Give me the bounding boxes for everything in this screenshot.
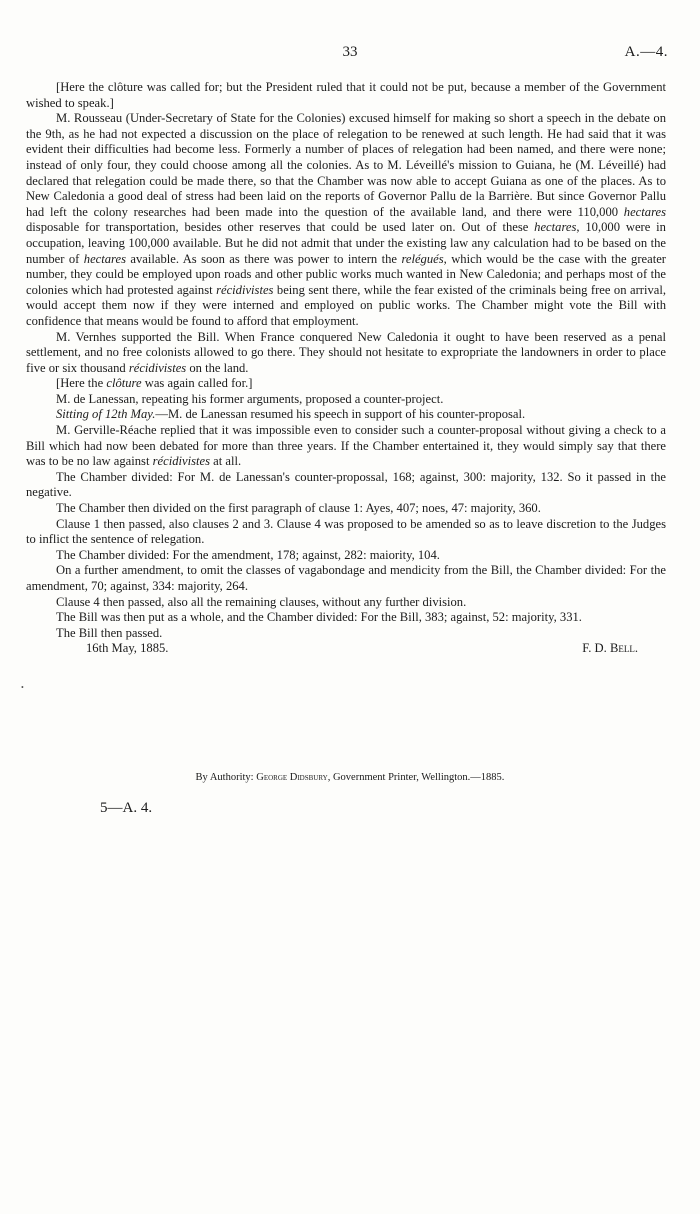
paragraph-clause-4-amendment: Clause 1 then passed, also clauses 2 and 3. Clause 4 was proposed to be amended so as to leave discretion to the Judges to inflict the sentence of relegation. [26,516,666,547]
paragraph-division-amendment: The Chamber divided: For the amendment, 178; against, 282: maiority, 104. [56,547,440,562]
printer-imprint: By Authority: George Didsbury, Government Printer, Wellington.—1885. [195,772,505,783]
paragraph-clause-4-passed: Clause 4 then passed, also all the remaining clauses, without any further division. [56,594,467,609]
paragraph-gerville-reache: M. Gerville-Réache replied that it was impossible even to consider such a counter-proposal without giving a check to a Bill which had now been debated for more than three years. If the Chamber entertained it, they would simply say that there was to be no law against récidivistes at all. [26,423,666,469]
paragraph-cloture-note: [Here the clôture was called for; but the President ruled that it could not be put, because a member of the Government wished to speak.] [26,80,666,110]
signoff-line [26,641,666,657]
paragraph-further-amendment: On a further amendment, to omit the classes of vagabondage and mendicity from the Bill, the Chamber divided: For the amendment, 70; against, 334: majority, 264. [26,563,666,593]
paragraph-vernhes-speech: M. Vernhes supported the Bill. When France conquered New Caledonia it ought to have been reserved as a penal settlement, and no free colonists allowed to go there. They should not hesitate to expropriate the landowners in order to place five or six thousand récidivistes on the land. [26,329,666,375]
signature: F. D. Bell. [582,641,638,656]
paragraph-rousseau-speech: M. Rousseau (Under-Secretary of State for the Colonies) excused himself for making so short a speech in the debate on the 9th, as he had not expected a discussion on the place of relegation to be renewed at such length. He had said that it was evident their difficulties had become less. Formerly a number of places of relegation had been named, and there were none; instead of only four, they could choose among all the colonies. As to M. Léveillé's mission to Guiana, he (M. Léveillé) had declared that relegation could be made there, so that the Chamber was now able to accept Guiana as one of the places. As to New Caledonia a good deal of stress had been laid on the reports of Governor Pallu de la Barrière. But since Governor Pallu had left the colony researches had been made into the question of the available land, and there were 110,000 hectares disposable for transportation, besides other reserves that could be used later on. Out of these hectares, 10,000 were in occupation, leaving 100,000 available. But he did not admit that under the existing law any calculation had to be based on the number of hectares available. As soon as there was power to intern the relégués, which would be the case with the greater number, they could be employed upon roads and other public works much wanted in New Caledonia; and perhaps most of the colonies which had protested against récidivistes being sent there, while the fear existed of the criminals being free on arrival, would accept them now if they were interned and employed on public works. The Chamber might vote the Bill with confidence that means would be found to afford that employment. [26,111,666,328]
document-reference: A.—4. [624,44,668,60]
footer-reference: 5—A. 4. [100,800,153,816]
paragraph-sitting-12th-may: Sitting of 12th May.—M. de Lanessan resumed his speech in support of his counter-proposal. [56,407,526,422]
margin-dot: • [21,683,24,692]
paragraph-division-counter-proposal: The Chamber divided: For M. de Lanessan's counter-propossal, 168; against, 300: majority, 132. So it passed in the negative. [26,469,666,500]
paragraph-lanessan-counter-project: M. de Lanessan, repeating his former arguments, proposed a counter-project. [56,391,444,406]
paragraph-division-clause-1: The Chamber then divided on the first paragraph of clause 1: Ayes, 407; noes, 47: majority, 360. [56,501,541,516]
page-number: 33 [342,44,358,60]
body-text [26,80,666,657]
paragraph-bill-vote: The Bill was then put as a whole, and the Chamber divided: For the Bill, 383; against, 52: majority, 331. [56,610,582,625]
date-line: 16th May, 1885. [86,641,169,656]
paragraph-bill-passed: The Bill then passed. [56,625,163,640]
paragraph-cloture-again: [Here the clôture was again called for.] [56,376,253,391]
